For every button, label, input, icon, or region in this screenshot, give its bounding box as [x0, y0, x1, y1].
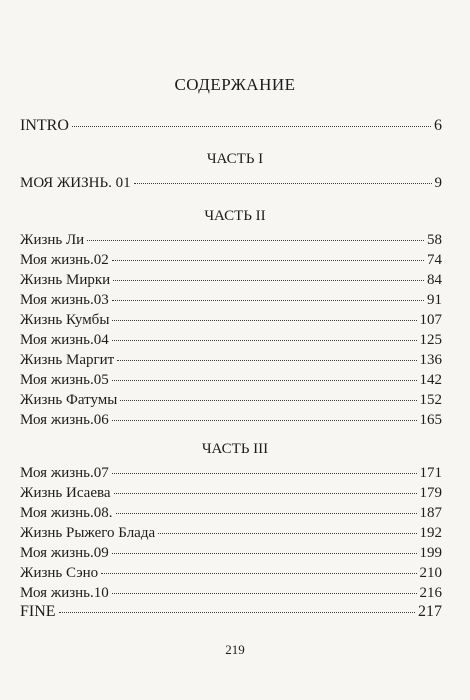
toc-entry-label: INTRO [20, 117, 69, 134]
leader-dots [113, 279, 424, 281]
toc-entry [20, 523, 442, 543]
toc-entry-label: FINE [20, 603, 56, 620]
toc-entry [20, 503, 442, 523]
toc-entry-page: 152 [419, 392, 442, 408]
toc-entry [20, 350, 442, 370]
toc-entry [20, 410, 442, 430]
leader-dots [112, 319, 416, 321]
leader-dots [112, 259, 424, 261]
toc-entry-page: 142 [419, 372, 442, 388]
toc-entry-page: 74 [427, 252, 442, 268]
toc-entry [20, 250, 442, 270]
leader-dots [158, 532, 416, 534]
toc-entry-page: 199 [419, 545, 442, 561]
leader-dots [101, 572, 416, 574]
toc-entry [20, 330, 442, 350]
toc-entry-page: 125 [419, 332, 442, 348]
toc-entry-page: 217 [418, 603, 442, 620]
toc-entry-page: 107 [419, 312, 442, 328]
leader-dots [112, 472, 417, 474]
toc-entry-page: 84 [427, 272, 442, 288]
toc-entry [20, 310, 442, 330]
leader-dots [112, 339, 417, 341]
toc-entry-label: МОЯ ЖИЗНЬ. 01 [20, 175, 131, 191]
leader-dots [120, 399, 416, 401]
toc-entry-page: 91 [427, 292, 442, 308]
toc-entry-page: 216 [419, 585, 442, 601]
toc-entry [20, 230, 442, 250]
toc-entry-page: 171 [419, 465, 442, 481]
toc-entry-label: Жизнь Ли [20, 232, 85, 248]
toc-entry-page: 192 [419, 525, 442, 541]
toc-entry-label: Моя жизнь.05 [20, 372, 109, 388]
toc-entry-intro [20, 116, 442, 136]
toc-entry-label: Жизнь Фатумы [20, 392, 118, 408]
leader-dots [112, 419, 417, 421]
toc-entry-label: Моя жизнь.09 [20, 545, 109, 561]
toc-entry-label: Жизнь Маргит [20, 352, 115, 368]
toc-entry-page: 179 [419, 485, 442, 501]
toc-entry-page: 187 [419, 505, 442, 521]
toc-entry [20, 270, 442, 290]
toc-title: СОДЕРЖАНИЕ [174, 75, 296, 94]
toc-entry [20, 483, 442, 503]
leader-dots [112, 379, 417, 381]
leader-dots [112, 552, 417, 554]
toc-entry-label: Жизнь Исаева [20, 485, 111, 501]
toc-entry-label: Моя жизнь.06 [20, 412, 109, 428]
toc-entry-page: 6 [434, 117, 442, 134]
leader-dots [87, 239, 424, 241]
toc-entry [20, 370, 442, 390]
leader-dots [112, 592, 417, 594]
toc-entry-label: Жизнь Рыжего Блада [20, 525, 156, 541]
toc-entry [20, 543, 442, 563]
toc-entry-fine [20, 602, 442, 622]
toc-entry-label: Моя жизнь.04 [20, 332, 109, 348]
leader-dots [59, 611, 415, 613]
toc-entry [20, 290, 442, 310]
leader-dots [117, 359, 416, 361]
leader-dots [116, 512, 417, 514]
toc-entry-page: 210 [419, 565, 442, 581]
part-heading-1: ЧАСТЬ I [206, 151, 264, 167]
leader-dots [112, 299, 424, 301]
toc-entry-label: Жизнь Сэно [20, 565, 99, 581]
toc-entry-page: 165 [419, 412, 442, 428]
toc-entry-page: 58 [427, 232, 442, 248]
toc-entry-page: 136 [419, 352, 442, 368]
toc-entry-label: Жизнь Мирки [20, 272, 111, 288]
leader-dots [134, 182, 432, 184]
leader-dots [114, 492, 417, 494]
part-heading-3: ЧАСТЬ III [201, 441, 269, 457]
toc-entry-page: 9 [434, 175, 442, 191]
toc-entry [20, 173, 442, 193]
toc-entry [20, 463, 442, 483]
toc-entry-label: Моя жизнь.10 [20, 585, 109, 601]
part-heading-2: ЧАСТЬ II [204, 208, 266, 224]
toc-entry-label: Моя жизнь.02 [20, 252, 109, 268]
page-number: 219 [225, 642, 245, 657]
toc-entry-label: Жизнь Кумбы [20, 312, 110, 328]
toc-entry [20, 390, 442, 410]
toc-entry-label: Моя жизнь.08. [20, 505, 113, 521]
leader-dots [72, 125, 431, 127]
toc-entry-label: Моя жизнь.03 [20, 292, 109, 308]
toc-entry-label: Моя жизнь.07 [20, 465, 109, 481]
toc-entry [20, 563, 442, 583]
toc-entry [20, 583, 442, 603]
